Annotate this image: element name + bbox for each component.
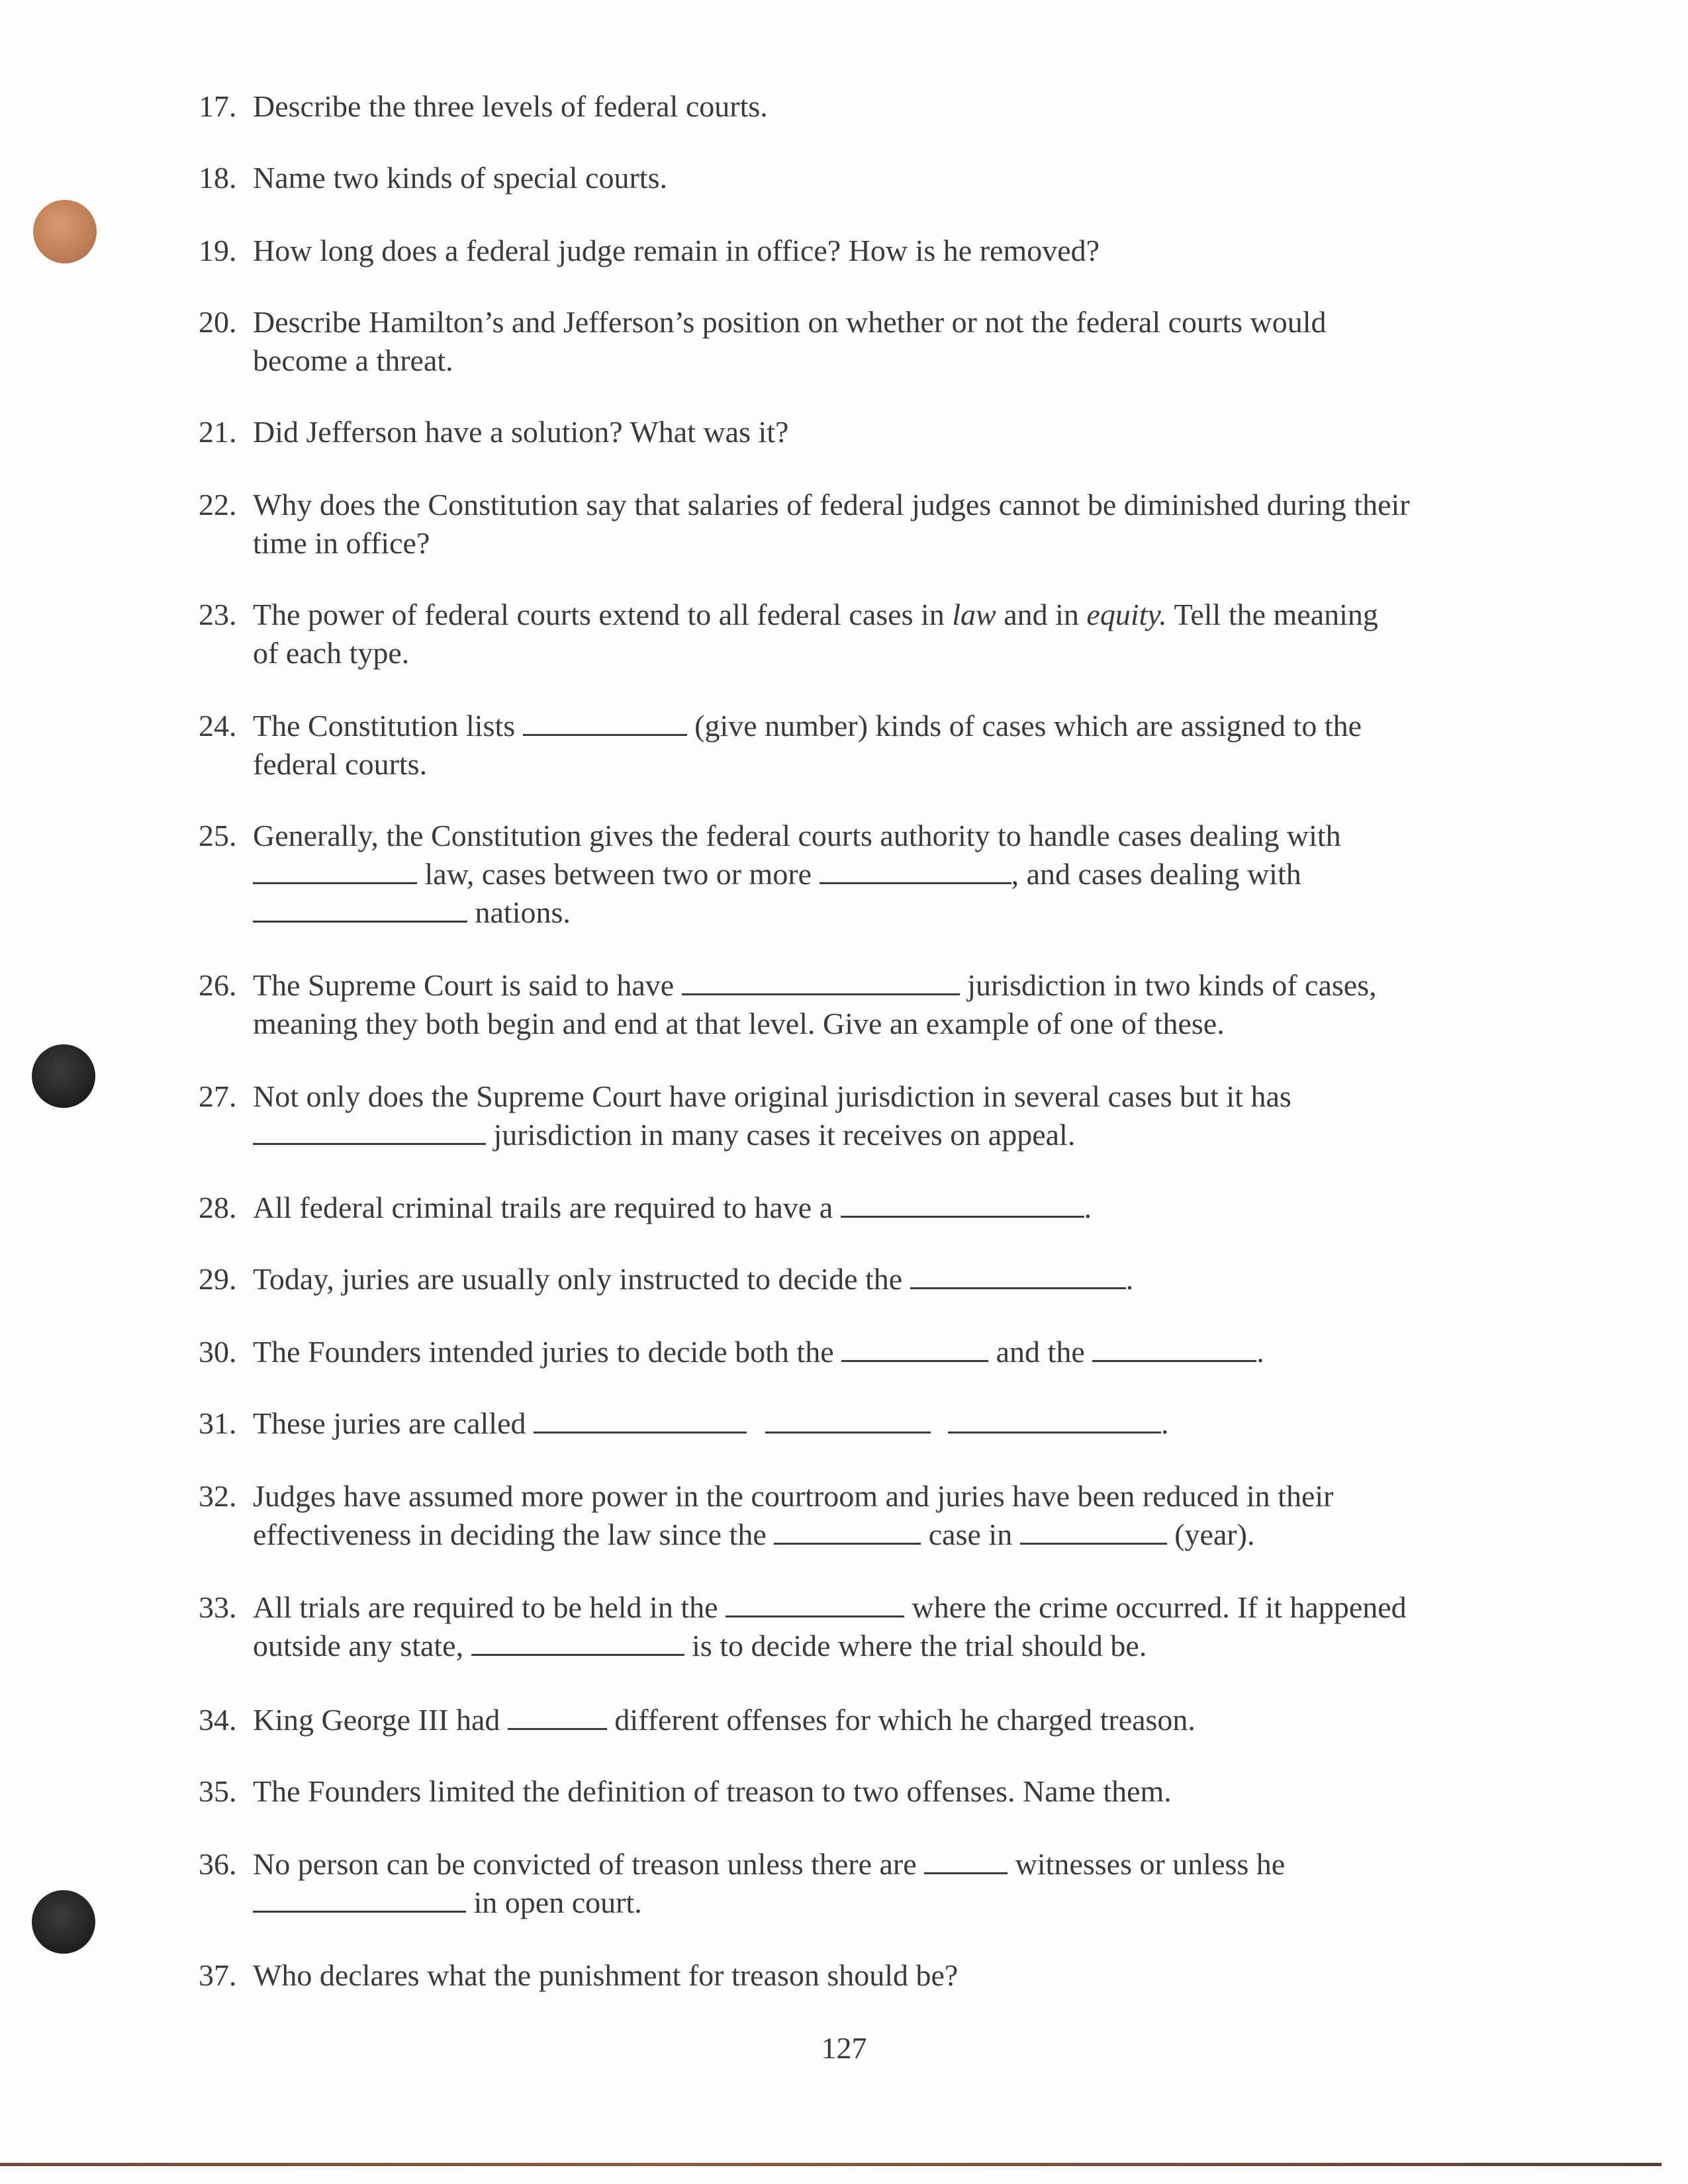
- question-28: 28. All federal criminal trails are required to have a .: [199, 1189, 1092, 1227]
- question-number: 35.: [199, 1774, 237, 1808]
- question-number: 24.: [199, 709, 237, 743]
- question-35: [199, 1772, 1172, 1811]
- question-text: Judges have assumed more power in the courtroom and juries have been reduced in their: [253, 1479, 1334, 1513]
- answer-blank[interactable]: [523, 707, 687, 736]
- answer-blank[interactable]: [471, 1627, 684, 1656]
- question-36: 36. No person can be convicted of treason unless there are witnesses or unless he in open court.: [199, 1845, 1285, 1922]
- question-text: Who declares what the punishment for treason should be?: [253, 1958, 959, 1992]
- question-text: Why does the Constitution say that salaries of federal judges cannot be diminished during their: [253, 488, 1410, 522]
- question-17: [199, 87, 768, 126]
- question-number: 27.: [199, 1079, 237, 1113]
- question-number: 32.: [199, 1479, 237, 1513]
- answer-blank[interactable]: [1092, 1334, 1256, 1362]
- question-number: 25.: [199, 819, 237, 852]
- question-19: [199, 232, 1100, 270]
- question-32: 32. Judges have assumed more power in the courtroom and juries have been reduced in their effectiveness in deciding the law since the case in (year).: [199, 1477, 1333, 1554]
- question-37: [199, 1956, 958, 1995]
- question-number: 31.: [199, 1406, 237, 1440]
- question-number: 18.: [199, 161, 237, 195]
- question-number: 28.: [199, 1191, 237, 1224]
- question-number: 20.: [199, 305, 237, 339]
- question-number: 36.: [199, 1847, 237, 1881]
- punch-hole-top: [33, 200, 97, 263]
- question-24: 24. The Constitution lists (give number) kinds of cases which are assigned to the federal courts.: [199, 707, 1362, 784]
- question-number: 26.: [199, 968, 237, 1002]
- question-33: 33. All trials are required to be held in the where the crime occurred. If it happened outside any state, is to decide where the trial should be.: [199, 1588, 1407, 1665]
- answer-blank[interactable]: [253, 894, 467, 923]
- question-20: [199, 303, 1327, 380]
- question-text: Today, juries are usually only instructed to decide the: [253, 1262, 910, 1296]
- question-number: 30.: [199, 1335, 237, 1369]
- page-number: 127: [821, 2031, 867, 2065]
- answer-blank[interactable]: [924, 1846, 1008, 1874]
- answer-blank[interactable]: [765, 1405, 931, 1433]
- question-text-continued: become a threat.: [253, 343, 453, 377]
- question-text-continued: meaning they both begin and end at that level. Give an example of one of these.: [253, 1007, 1225, 1040]
- question-22: [199, 486, 1410, 563]
- answer-blank[interactable]: [508, 1702, 607, 1730]
- question-number: 23.: [199, 598, 237, 631]
- question-text: All federal criminal trails are required to have a: [253, 1191, 841, 1224]
- question-26: 26. The Supreme Court is said to have jurisdiction in two kinds of cases, meaning they both begin and end at that level. Give an example of one of these.: [199, 966, 1377, 1043]
- question-text-continued: federal courts.: [253, 747, 428, 781]
- question-text: No person can be convicted of treason unless there are: [253, 1847, 925, 1881]
- question-number: 33.: [199, 1590, 237, 1624]
- question-27: 27. Not only does the Supreme Court have original jurisdiction in several cases but it has jurisdiction in many cases it receives on appeal.: [199, 1077, 1291, 1154]
- answer-blank[interactable]: [841, 1189, 1084, 1218]
- question-text: All trials are required to be held in the: [253, 1590, 726, 1624]
- question-30: 30. The Founders intended juries to decide both the and the .: [199, 1333, 1264, 1371]
- question-21: [199, 413, 788, 451]
- question-number: 17.: [199, 89, 237, 123]
- bottom-edge-rule: [0, 2163, 1662, 2166]
- answer-blank[interactable]: [682, 967, 960, 995]
- answer-blank[interactable]: [774, 1516, 921, 1545]
- question-number: 19.: [199, 234, 237, 267]
- question-text: Not only does the Supreme Court have original jurisdiction in several cases but it has: [253, 1079, 1291, 1113]
- question-text: Generally, the Constitution gives the federal courts authority to handle cases dealing with: [253, 819, 1341, 852]
- answer-blank[interactable]: [534, 1405, 747, 1433]
- question-text-continued: time in office?: [253, 526, 430, 560]
- question-number: 34.: [199, 1703, 237, 1737]
- question-text: Did Jefferson have a solution? What was it?: [253, 415, 789, 449]
- term-law: law: [952, 598, 996, 631]
- question-18: [199, 159, 667, 197]
- question-number: 29.: [199, 1262, 237, 1296]
- question-text: The power of federal courts extend to all federal cases in: [253, 598, 953, 631]
- question-text: These juries are called: [253, 1406, 534, 1440]
- question-text: The Founders intended juries to decide both the: [253, 1335, 842, 1369]
- question-text: The Constitution lists: [253, 709, 523, 743]
- answer-blank[interactable]: [910, 1261, 1126, 1289]
- answer-blank[interactable]: [253, 1884, 466, 1913]
- question-text: Name two kinds of special courts.: [253, 161, 667, 195]
- question-25: 25. Generally, the Constitution gives the federal courts authority to handle cases dealing with law, cases between two or more , and cases dealing with nations.: [199, 817, 1341, 932]
- question-number: 37.: [199, 1958, 237, 1992]
- term-equity: equity.: [1086, 598, 1167, 631]
- question-text: King George III had: [253, 1703, 508, 1737]
- answer-blank[interactable]: [820, 856, 1011, 884]
- question-text-continued: of each type.: [253, 636, 410, 670]
- punch-hole-bottom: [32, 1890, 95, 1954]
- question-text: How long does a federal judge remain in office? How is he removed?: [253, 234, 1100, 267]
- question-23: 23. The power of federal courts extend to all federal cases in law and in equity. Tell the meaning of each type.: [199, 596, 1378, 672]
- answer-blank[interactable]: [948, 1405, 1161, 1433]
- answer-blank[interactable]: [726, 1589, 904, 1617]
- punch-hole-middle: [32, 1044, 95, 1108]
- question-31: 31. These juries are called .: [199, 1404, 1169, 1443]
- question-text: Describe the three levels of federal courts.: [253, 89, 768, 123]
- question-text: The Founders limited the definition of treason to two offenses. Name them.: [253, 1774, 1172, 1808]
- question-34: 34. King George III had different offenses for which he charged treason.: [199, 1701, 1196, 1739]
- answer-blank[interactable]: [253, 856, 417, 884]
- answer-blank[interactable]: [1020, 1516, 1167, 1545]
- question-text: Describe Hamilton’s and Jefferson’s position on whether or not the federal courts would: [253, 305, 1327, 339]
- answer-blank[interactable]: [253, 1116, 486, 1145]
- answer-blank[interactable]: [841, 1334, 988, 1362]
- question-number: 21.: [199, 415, 237, 449]
- question-number: 22.: [199, 488, 237, 522]
- question-29: 29. Today, juries are usually only instructed to decide the .: [199, 1260, 1133, 1298]
- question-text: The Supreme Court is said to have: [253, 968, 682, 1002]
